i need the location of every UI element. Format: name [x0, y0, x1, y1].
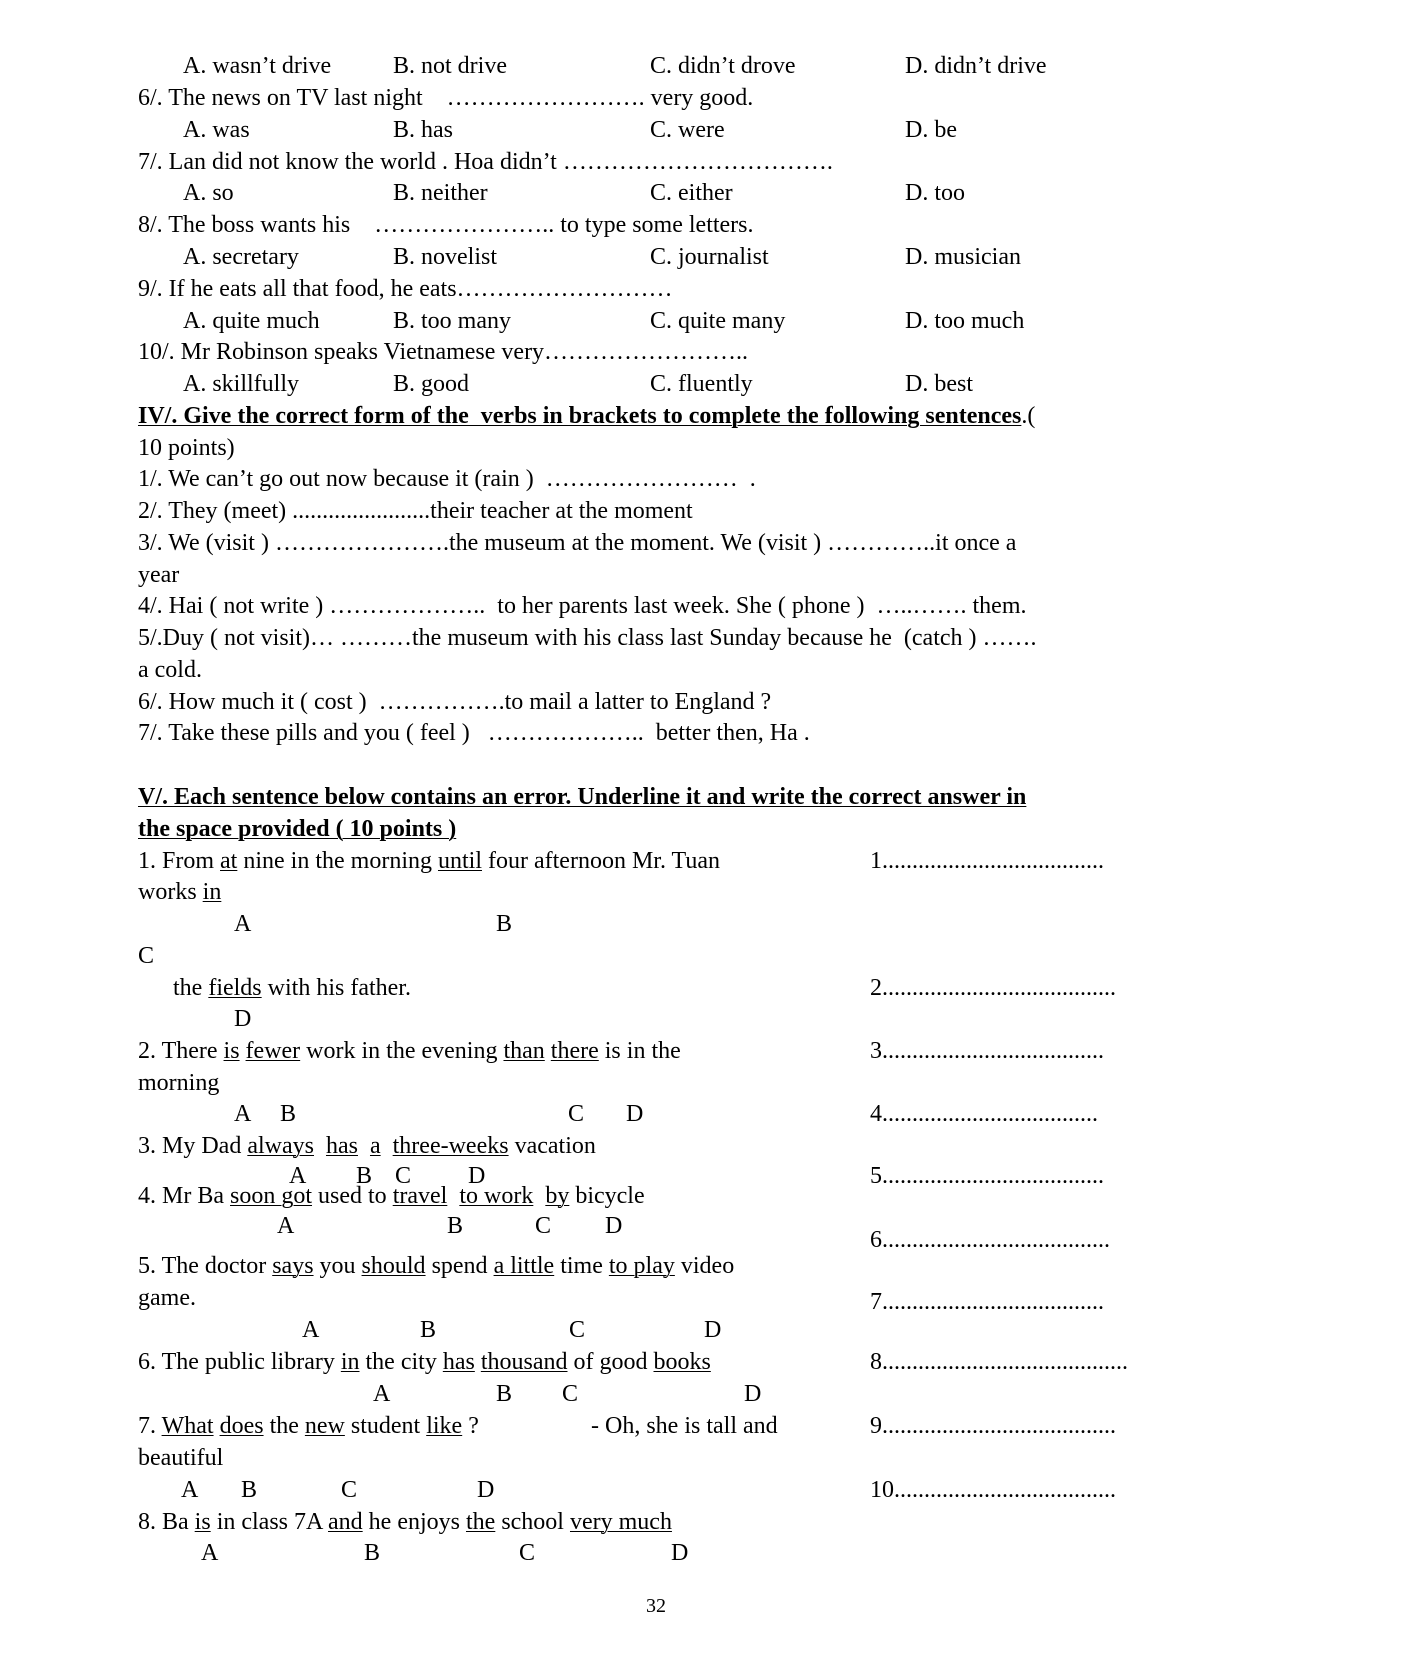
q7-option-a: A. so: [183, 180, 234, 206]
page-number: 32: [646, 1595, 666, 1617]
sentence-7-line-1: 7. What does the new student like ?: [138, 1413, 479, 1439]
question-10: 10/. Mr Robinson speaks Vietnamese very……………………..: [138, 339, 749, 365]
choice-label: B: [447, 1213, 464, 1239]
answer-blank-6[interactable]: 6......................................: [870, 1227, 1110, 1253]
section-5-heading: V/. Each sentence below contains an error. Underline it and write the correct answer in: [138, 784, 1027, 810]
sentence-5-line-1: 5. The doctor says you should spend a little time to play video: [138, 1253, 735, 1279]
section-4-points: 10 points): [138, 435, 235, 461]
q9-option-b: B. too many: [393, 308, 511, 334]
choice-label: B: [496, 1381, 513, 1407]
q5-option-d: D. didn’t drive: [905, 53, 1047, 79]
q6-option-d: D. be: [905, 117, 957, 143]
answer-blank-1[interactable]: 1.....................................: [870, 848, 1104, 874]
question-8: 8/. The boss wants his ………………….. to type some letters.: [138, 212, 754, 238]
sentence-8: 8. Ba is in class 7A and he enjoys the school very much: [138, 1509, 672, 1535]
q10-option-a: A. skillfully: [183, 371, 300, 397]
choice-label: C: [341, 1477, 358, 1503]
section-4-item: 4/. Hai ( not write ) ……………….. to her parents last week. She ( phone ) …..……. them.: [138, 593, 1027, 619]
choice-label: B: [356, 1163, 373, 1189]
choice-label: C: [569, 1317, 586, 1343]
answer-blank-9[interactable]: 9.......................................: [870, 1413, 1116, 1439]
choice-label: C: [568, 1101, 585, 1127]
choice-label: D: [626, 1101, 644, 1127]
sentence-5-line-2: game.: [138, 1285, 196, 1311]
sentence-4: 4. Mr Ba soon got used to travel to work by bicycle: [138, 1183, 645, 1209]
choice-label: D: [704, 1317, 722, 1343]
choice-label: C: [395, 1163, 412, 1189]
choice-label: A: [302, 1317, 320, 1343]
choice-label: D: [477, 1477, 495, 1503]
choice-label: D: [744, 1381, 762, 1407]
choice-label: C: [535, 1213, 552, 1239]
answer-blank-8[interactable]: 8.........................................: [870, 1349, 1128, 1375]
q8-option-c: C. journalist: [650, 244, 769, 270]
question-6: 6/. The news on TV last night ……………………. very good.: [138, 85, 754, 111]
sentence-2-line-2: morning: [138, 1070, 220, 1096]
q5-option-c: C. didn’t drove: [650, 53, 796, 79]
choice-label: A: [234, 1101, 252, 1127]
q10-option-b: B. good: [393, 371, 470, 397]
section-4-item: year: [138, 562, 180, 588]
question-9: 9/. If he eats all that food, he eats………………………: [138, 276, 673, 302]
choice-label: D: [671, 1540, 689, 1566]
answer-blank-7[interactable]: 7.....................................: [870, 1289, 1104, 1315]
q6-option-c: C. were: [650, 117, 725, 143]
question-7: 7/. Lan did not know the world . Hoa didn’t …………………………….: [138, 149, 833, 175]
q9-option-d: D. too much: [905, 308, 1025, 334]
sentence-6: 6. The public library in the city has thousand of good books: [138, 1349, 711, 1375]
choice-label: C: [519, 1540, 536, 1566]
section-4-item: 6/. How much it ( cost ) …………….to mail a latter to England ?: [138, 689, 772, 715]
choice-label: B: [241, 1477, 258, 1503]
choice-label: A: [181, 1477, 199, 1503]
choice-label: B: [280, 1101, 297, 1127]
sentence-7-reply: - Oh, she is tall and: [591, 1413, 778, 1439]
choice-label: D: [468, 1163, 486, 1189]
choice-label: D: [234, 1006, 252, 1032]
answer-blank-3[interactable]: 3.....................................: [870, 1038, 1104, 1064]
q7-option-b: B. neither: [393, 180, 488, 206]
q8-option-d: D. musician: [905, 244, 1021, 270]
choice-label: B: [496, 911, 513, 937]
section-4-item: 2/. They (meet) .......................their teacher at the moment: [138, 498, 693, 524]
answer-blank-10[interactable]: 10.....................................: [870, 1477, 1116, 1503]
q10-option-d: D. best: [905, 371, 973, 397]
answer-blank-4[interactable]: 4....................................: [870, 1101, 1098, 1127]
q9-option-a: A. quite much: [183, 308, 320, 334]
section-4-heading: [138, 404, 1035, 428]
section-4-heading-text: IV/. Give the correct form of the verbs in brackets to complete the following sentences: [138, 403, 1022, 429]
choice-label: A: [373, 1381, 391, 1407]
answer-blank-2[interactable]: 2.......................................: [870, 975, 1116, 1001]
choice-label: B: [364, 1540, 381, 1566]
q5-option-b: B. not drive: [393, 53, 507, 79]
section-4-item: 5/.Duy ( not visit)… ………the museum with his class last Sunday because he (catch ) …….: [138, 625, 1037, 651]
sentence-1-line-1: 1. From at nine in the morning until four afternoon Mr. Tuan: [138, 848, 720, 874]
q6-option-a: A. was: [183, 117, 250, 143]
choice-label: A: [289, 1163, 307, 1189]
section-5-heading-cont: the space provided ( 10 points ): [138, 816, 457, 842]
q5-option-a: A. wasn’t drive: [183, 53, 332, 79]
sentence-1-line-2: works in: [138, 879, 222, 905]
choice-label: A: [201, 1540, 219, 1566]
section-4-item: 3/. We (visit ) ………………….the museum at the moment. We (visit ) …………..it once a: [138, 530, 1017, 556]
sentence-7-line-2: beautiful: [138, 1445, 224, 1471]
q8-option-b: B. novelist: [393, 244, 498, 270]
choice-label: B: [420, 1317, 437, 1343]
choice-label: C: [138, 943, 155, 969]
q10-option-c: C. fluently: [650, 371, 753, 397]
choice-label: C: [562, 1381, 579, 1407]
q7-option-d: D. too: [905, 180, 965, 206]
choice-label: A: [234, 911, 252, 937]
answer-blank-5[interactable]: 5.....................................: [870, 1163, 1104, 1189]
section-4-item: a cold.: [138, 657, 202, 683]
section-4-heading-tail: .(: [1021, 403, 1036, 429]
q8-option-a: A. secretary: [183, 244, 299, 270]
q6-option-b: B. has: [393, 117, 453, 143]
choice-label: A: [277, 1213, 295, 1239]
section-4-item: 7/. Take these pills and you ( feel ) ……………….. better then, Ha .: [138, 720, 810, 746]
section-4-item: 1/. We can’t go out now because it (rain ) …………………… .: [138, 466, 756, 492]
choice-label: D: [605, 1213, 623, 1239]
sentence-1-line-3: the fields with his father.: [173, 975, 411, 1001]
sentence-2-line-1: 2. There is fewer work in the evening than there is in the: [138, 1038, 681, 1064]
q9-option-c: C. quite many: [650, 308, 786, 334]
sentence-3: 3. My Dad always has a three-weeks vacation: [138, 1133, 596, 1159]
q7-option-c: C. either: [650, 180, 733, 206]
